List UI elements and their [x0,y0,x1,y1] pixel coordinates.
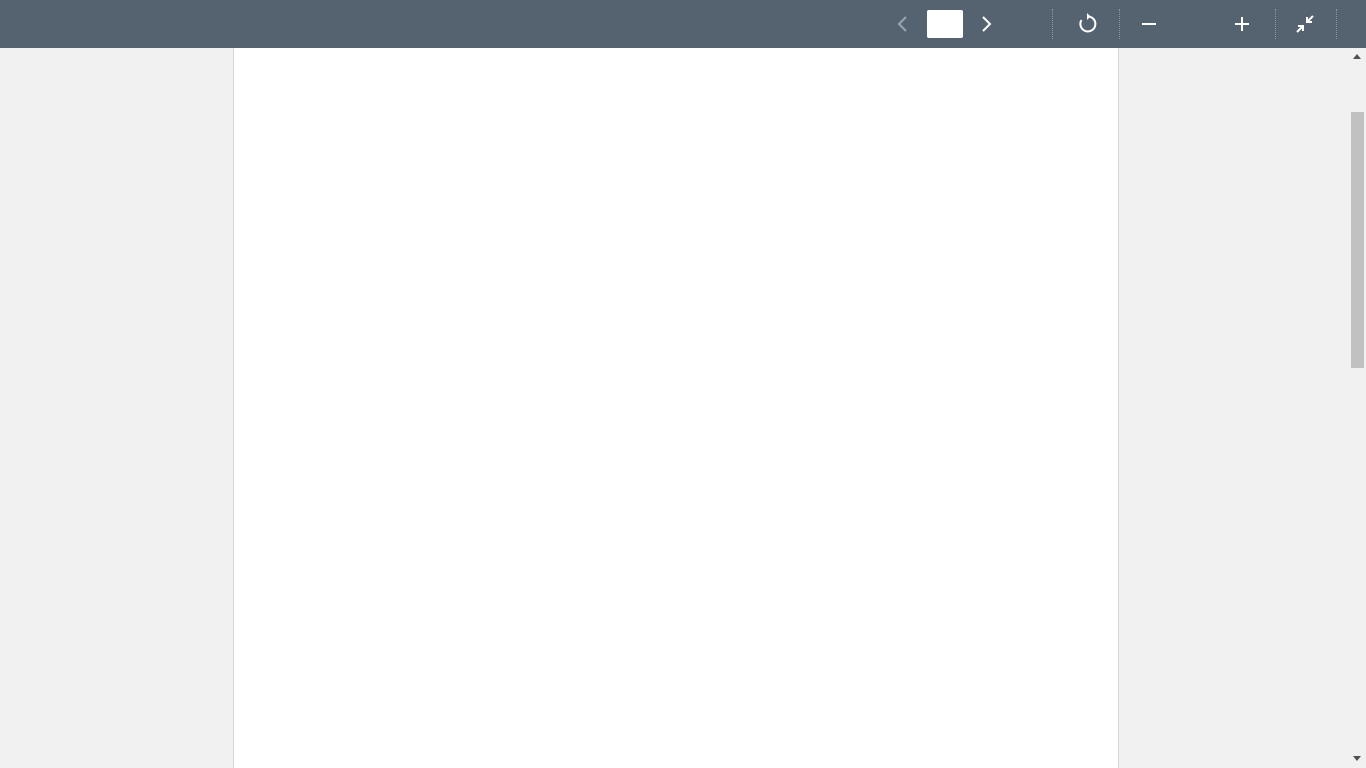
previous-page-button[interactable] [891,12,915,36]
scrollbar-thumb[interactable] [1351,112,1364,368]
next-page-button[interactable] [974,12,998,36]
vertical-scrollbar[interactable] [1349,48,1366,768]
collapse-icon [1293,12,1317,36]
toolbar-divider [1275,9,1276,39]
rotate-button[interactable] [1075,12,1099,36]
scroll-up-arrow-icon[interactable] [1353,54,1361,59]
chevron-right-icon [974,12,998,36]
chevron-left-icon [891,12,915,36]
toolbar-divider [1336,9,1337,39]
exit-fullscreen-button[interactable] [1293,12,1317,36]
zoom-in-button[interactable] [1230,12,1254,36]
zoom-in-icon [1230,12,1254,36]
page-number-input[interactable] [927,10,963,38]
pdf-page [233,48,1119,768]
zoom-out-button[interactable] [1137,12,1161,36]
scroll-down-arrow-icon[interactable] [1353,756,1361,761]
zoom-out-icon [1137,12,1161,36]
rotate-icon [1075,12,1099,36]
toolbar-divider [1119,9,1120,39]
toolbar-divider [1052,9,1053,39]
document-viewer[interactable] [0,48,1366,768]
pdf-toolbar [0,0,1366,48]
